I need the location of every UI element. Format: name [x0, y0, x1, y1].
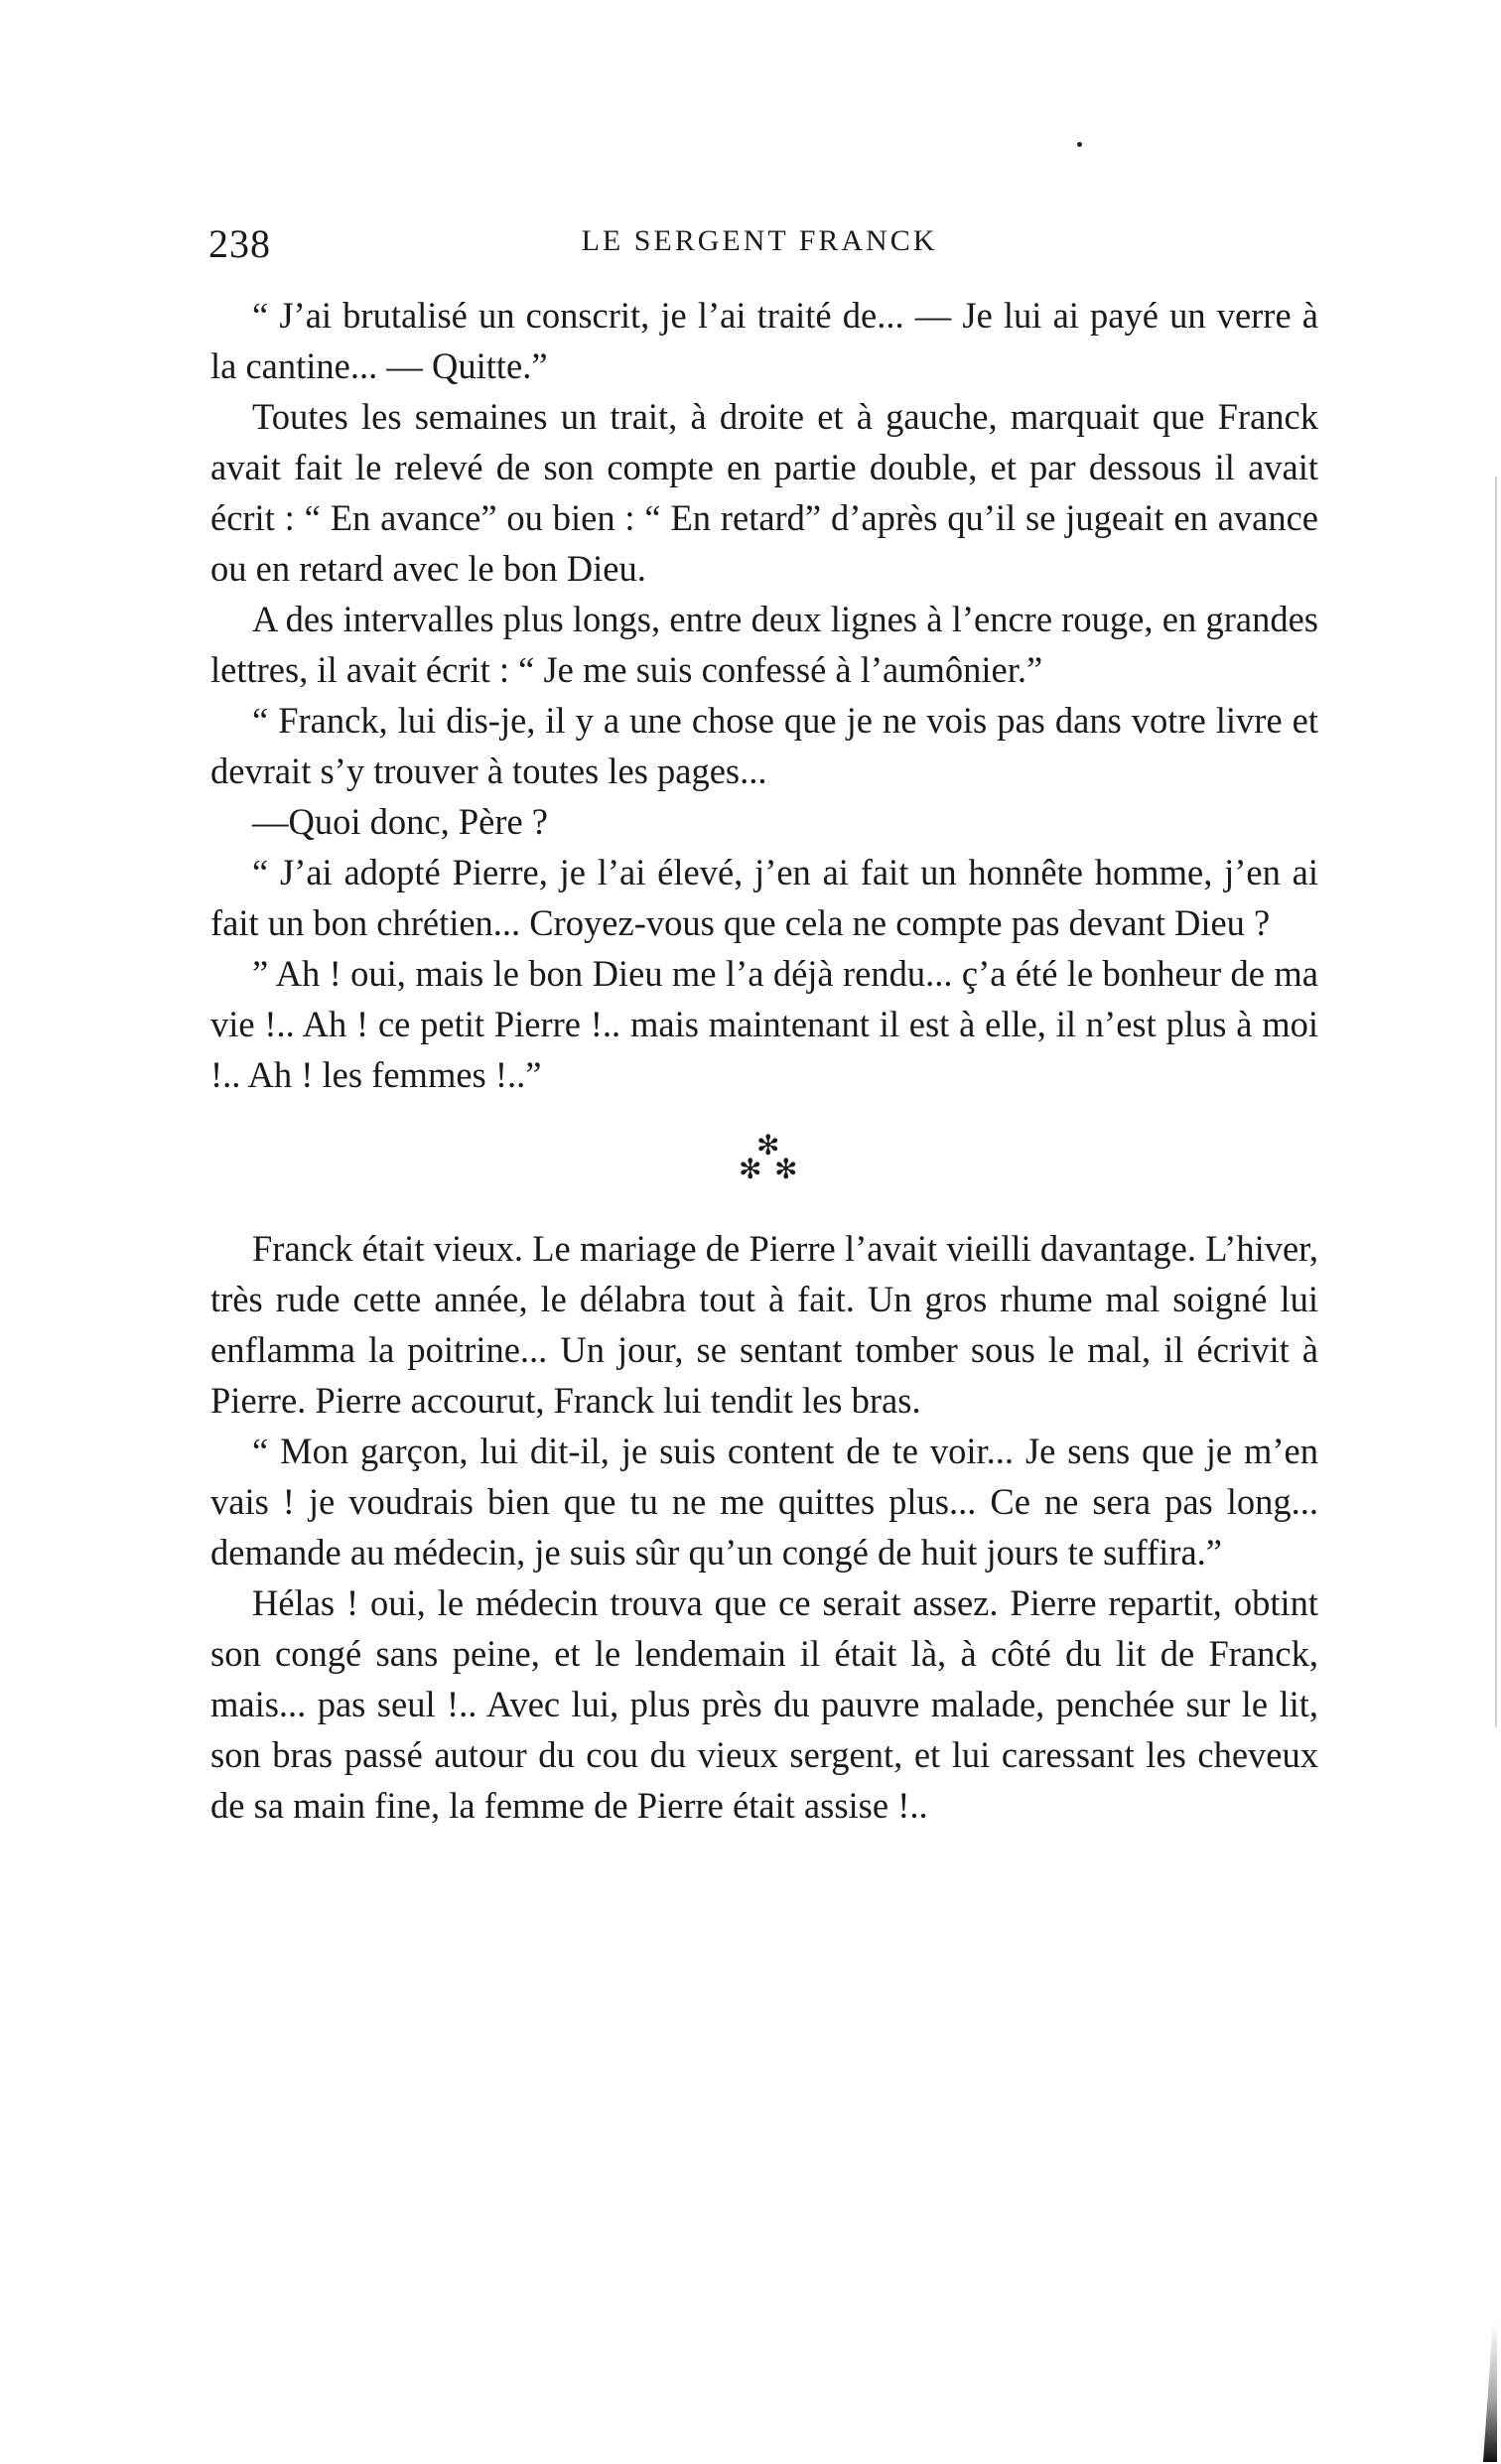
- asterisk: ✻: [774, 1155, 798, 1185]
- paragraph: “ Mon garçon, lui dit-il, je suis content de te voir... Je sens que je m’en vais ! je voudrais bien que tu ne me quittes plus... Ce ne sera pas long... demande au médecin, je suis sûr qu’un congé de huit jours te suffira.”: [210, 1431, 1318, 1573]
- page-number: 238: [208, 221, 271, 266]
- paragraph: ” Ah ! oui, mais le bon Dieu me l’a déjà rendu... ç’a été le bonheur de ma vie !.. Ah ! ce petit Pierre !.. mais maintenant il est à elle, il n’est plus à moi !.. Ah ! les femmes !..”: [210, 953, 1318, 1095]
- paragraph: “ Franck, lui dis-je, il y a une chose que je ne vois pas dans votre livre et devrait s’y trouver à toutes les pages...: [210, 700, 1318, 791]
- asterisk: ✻: [756, 1131, 780, 1162]
- running-title: LE SERGENT FRANCK: [581, 224, 938, 257]
- text-block: [210, 290, 1318, 1831]
- page-edge-mark: [1483, 2323, 1497, 2462]
- paragraph: Franck était vieux. Le mariage de Pierre l’avait vieilli davantage. L’hiver, très rude cette année, le délabra tout à fait. Un gros rhume mal soigné lui enflamma la poitrine... Un jour, se sentant tomber sous le mal, il écrivit à Pierre. Pierre accourut, Franck lui tendit les bras.: [210, 1228, 1318, 1421]
- paragraph: Toutes les semaines un trait, à droite et à gauche, marquait que Franck avait fait le relevé de son compte en partie double, et par dessous il avait écrit : “ En avance” ou bien : “ En retard” d’après qu’il se jugeait en avance ou en retard avec le bon Dieu.: [210, 396, 1318, 589]
- paragraph: Hélas ! oui, le médecin trouva que ce serait assez. Pierre repartit, obtint son congé sans peine, et le lendemain il était là, à côté du lit de Franck, mais... pas seul !.. Avec lui, plus près du pauvre malade, penchée sur le lit, son bras passé autour du cou du vieux sergent, et lui caressant les cheveux de sa main fine, la femme de Pierre était assise !..: [210, 1582, 1318, 1826]
- scan-speck: [1077, 142, 1082, 147]
- paragraph: A des intervalles plus longs, entre deux lignes à l’encre rouge, en grandes lettres, il avait écrit : “ Je me suis confessé à l’aumônier.”: [210, 599, 1318, 690]
- paragraph: “ J’ai adopté Pierre, je l’ai élevé, j’en ai fait un honnête homme, j’en ai fait un bon chrétien... Croyez-vous que cela ne compte pas devant Dieu ?: [210, 852, 1318, 943]
- paragraph: “ J’ai brutalisé un conscrit, je l’ai traité de... — Je lui ai payé un verre à la cantine... — Quitte.”: [210, 295, 1318, 386]
- asterisk: ✻: [739, 1155, 762, 1185]
- section-break-asterism: [210, 1126, 1318, 1195]
- paragraph: —Quoi donc, Père ?: [252, 801, 549, 842]
- running-head: [208, 220, 1310, 270]
- page-edge-shadow: [1495, 477, 1497, 1727]
